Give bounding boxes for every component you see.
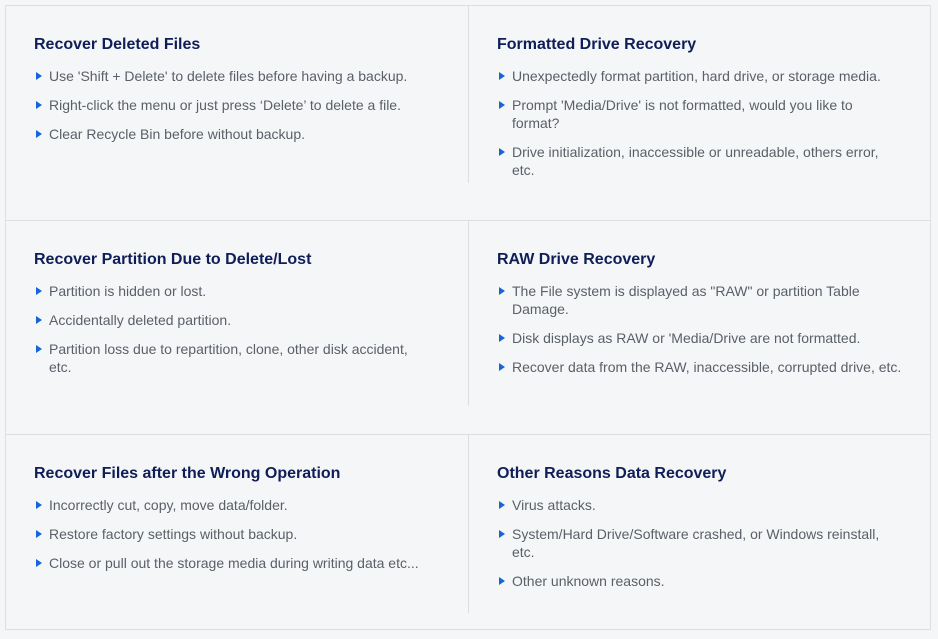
list-item (497, 496, 902, 514)
list-item-text: Use 'Shift + Delete' to delete files before having a backup. (49, 68, 408, 84)
section-title: Recover Deleted Files (34, 36, 201, 53)
triangle-bullet-icon (499, 148, 505, 156)
section-list (34, 67, 434, 143)
list-item (34, 96, 434, 114)
triangle-bullet-icon (499, 101, 505, 109)
triangle-bullet-icon (36, 72, 42, 80)
triangle-bullet-icon (499, 72, 505, 80)
section-wrong-operation (34, 435, 434, 583)
list-item-text: Incorrectly cut, copy, move data/folder. (49, 497, 288, 513)
list-item-text: Partition loss due to repartition, clone, other disk accident, etc. (49, 341, 408, 375)
section-title: Formatted Drive Recovery (497, 36, 697, 53)
list-item-text: The File system is displayed as "RAW" or partition Table Damage. (512, 283, 860, 317)
triangle-bullet-icon (36, 287, 42, 295)
section-list (34, 496, 434, 572)
list-item (497, 525, 902, 561)
scenario-row (6, 434, 930, 631)
list-item-text: Unexpectedly format partition, hard drive, or storage media. (512, 68, 881, 84)
section-recover-deleted-files (34, 6, 434, 154)
section-list (497, 282, 902, 376)
triangle-bullet-icon (499, 501, 505, 509)
list-item (34, 67, 434, 85)
list-item (497, 143, 902, 179)
triangle-bullet-icon (36, 501, 42, 509)
list-item (497, 358, 902, 376)
list-item-text: Right-click the menu or just press ‘Delete’ to delete a file. (49, 97, 401, 113)
section-list (34, 282, 434, 376)
section-title: Other Reasons Data Recovery (497, 465, 727, 482)
section-recover-partition (34, 221, 434, 387)
list-item-text: Prompt 'Media/Drive' is not formatted, would you like to format? (512, 97, 853, 131)
list-item-text: Recover data from the RAW, inaccessible, corrupted drive, etc. (512, 359, 902, 375)
section-list (497, 496, 902, 590)
scenario-row (6, 6, 930, 220)
section-title: RAW Drive Recovery (497, 251, 656, 268)
section-raw-drive-recovery (497, 221, 902, 387)
section-title: Recover Files after the Wrong Operation (34, 465, 341, 482)
triangle-bullet-icon (36, 101, 42, 109)
section-list (497, 67, 902, 179)
list-item (497, 282, 902, 318)
list-item-text: System/Hard Drive/Software crashed, or Windows reinstall, etc. (512, 526, 880, 560)
list-item-text: Virus attacks. (512, 497, 596, 513)
section-title: Recover Partition Due to Delete/Lost (34, 251, 312, 268)
list-item-text: Accidentally deleted partition. (49, 312, 232, 328)
column-divider (468, 221, 469, 406)
triangle-bullet-icon (36, 530, 42, 538)
list-item (34, 282, 434, 300)
list-item-text: Other unknown reasons. (512, 573, 665, 589)
column-divider (468, 6, 469, 183)
list-item (497, 329, 902, 347)
list-item (34, 340, 434, 376)
triangle-bullet-icon (36, 559, 42, 567)
list-item (497, 67, 902, 85)
list-item-text: Disk displays as RAW or 'Media/Drive are not formatted. (512, 330, 861, 346)
triangle-bullet-icon (499, 363, 505, 371)
section-formatted-drive-recovery (497, 6, 902, 190)
list-item-text: Close or pull out the storage media during writing data etc... (49, 555, 419, 571)
column-divider (468, 435, 469, 613)
triangle-bullet-icon (499, 287, 505, 295)
triangle-bullet-icon (499, 577, 505, 585)
triangle-bullet-icon (36, 345, 42, 353)
list-item (34, 496, 434, 514)
list-item-text: Clear Recycle Bin before without backup. (49, 126, 306, 142)
list-item-text: Partition is hidden or lost. (49, 283, 207, 299)
list-item (34, 554, 434, 572)
section-other-reasons (497, 435, 902, 601)
recovery-scenarios-panel (5, 5, 931, 630)
list-item (34, 525, 434, 543)
list-item (34, 311, 434, 329)
triangle-bullet-icon (499, 334, 505, 342)
triangle-bullet-icon (36, 130, 42, 138)
triangle-bullet-icon (499, 530, 505, 538)
list-item (497, 96, 902, 132)
list-item-text: Restore factory settings without backup. (49, 526, 298, 542)
scenario-row (6, 220, 930, 435)
triangle-bullet-icon (36, 316, 42, 324)
list-item-text: Drive initialization, inaccessible or unreadable, others error, etc. (512, 144, 879, 178)
list-item (34, 125, 434, 143)
list-item (497, 572, 902, 590)
